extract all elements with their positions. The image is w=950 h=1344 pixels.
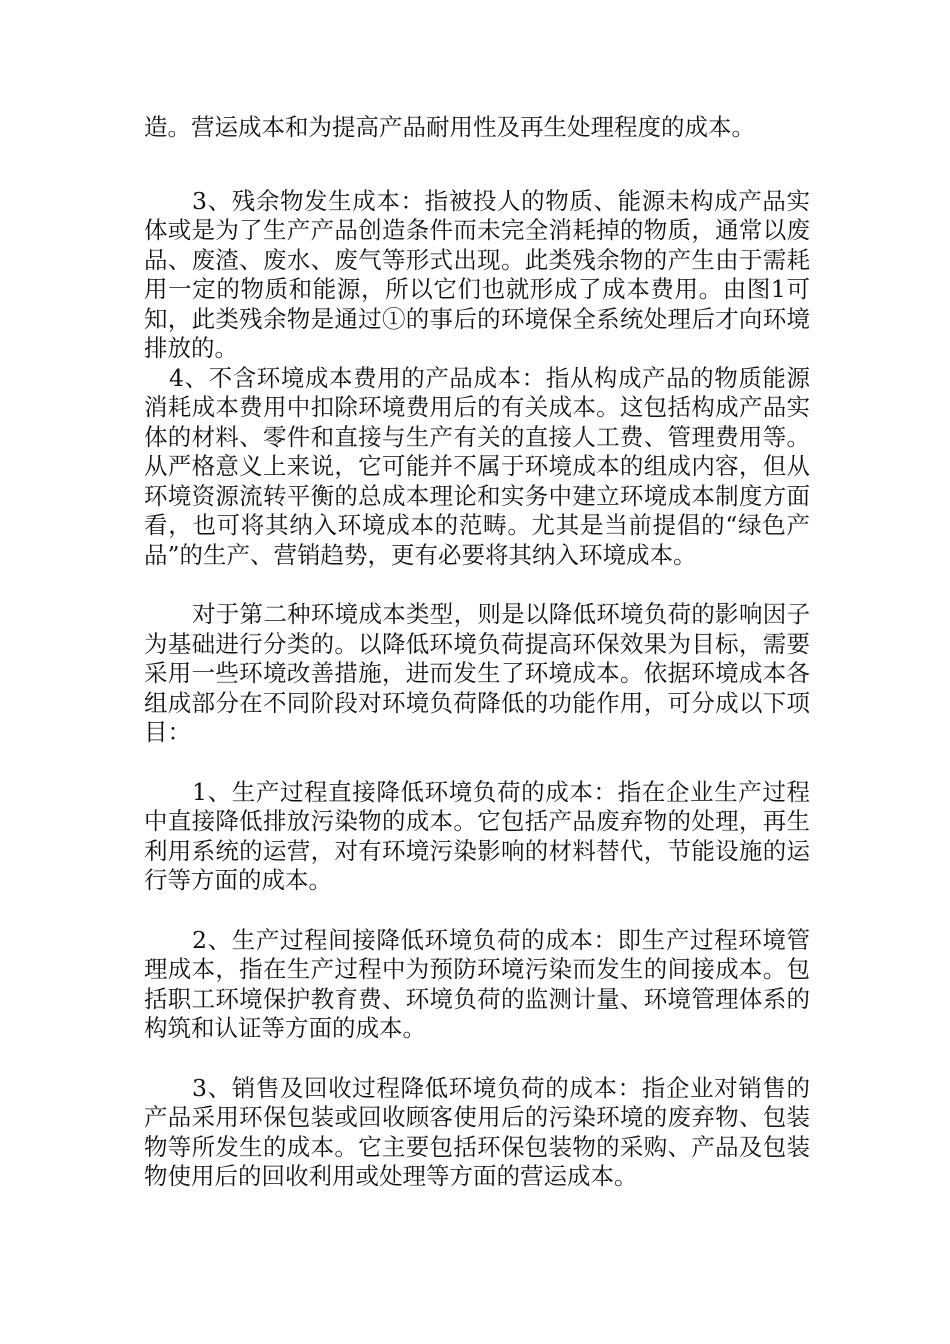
paragraph-second-type: 对于第二种环境成本类型，则是以降低环境负荷的影响因子为基础进行分类的。以降低环境负荷提高环保效果为目标，需要采用一些环境改善措施，进而发生了环境成本。依据环境成本各组成部分在不同阶段对环境负荷降低的功能作用，可分成以下项目： [144, 600, 810, 746]
paragraph-direct-reduction-cost: 1、生产过程直接降低环境负荷的成本：指在企业生产过程中直接降低排放污染物的成本。它包括产品废弃物的处理，再生利用系统的运营，对有环境污染影响的材料替代，节能设施的运行等方面的成本。 [144, 777, 810, 894]
paragraph-continuation: 造。营运成本和为提高产品耐用性及再生处理程度的成本。 [144, 113, 755, 141]
paragraph-residue-cost: 3、残余物发生成本：指被投人的物质、能源未构成产品实体或是为了生产产品创造条件而未完全消耗掉的物质，通常以废品、废渣、废水、废气等形式出现。此类残余物的产生由于需耗用一定的物质和能源，所以它们也就形成了成本费用。由图1可知，此类残余物是通过①的事后的环境保全系统处理后才向环境排放的。 [144, 186, 810, 362]
paragraph-indirect-reduction-cost: 2、生产过程间接降低环境负荷的成本：即生产过程环境管理成本，指在生产过程中为预防环境污染而发生的间接成本。包括职工环境保护教育费、环境负荷的监测计量、环境管理体系的构筑和认证等方面的成本。 [144, 925, 810, 1042]
document-body [144, 113, 810, 1192]
paragraph-sales-recovery-cost: 3、销售及回收过程降低环境负荷的成本：指企业对销售的产品采用环保包装或回收顾客使用后的污染环境的废弃物、包装物等所发生的成本。它主要包括环保包装物的采购、产品及包装物使用后的回收利用或处理等方面的营运成本。 [144, 1073, 810, 1190]
paragraph-product-cost: 4、不含环境成本费用的产品成本：指从构成产品的物质能源消耗成本费用中扣除环境费用后的有关成本。这包括构成产品实体的材料、零件和直接与生产有关的直接人工费、管理费用等。从严格意义上来说，它可能并不属于环境成本的组成内容，但从环境资源流转平衡的总成本理论和实务中建立环境成本制度方面看，也可将其纳入环境成本的范畴。尤其是当前提倡的“绿色产品”的生产、营销趋势，更有必要将其纳入环境成本。 [144, 363, 810, 569]
